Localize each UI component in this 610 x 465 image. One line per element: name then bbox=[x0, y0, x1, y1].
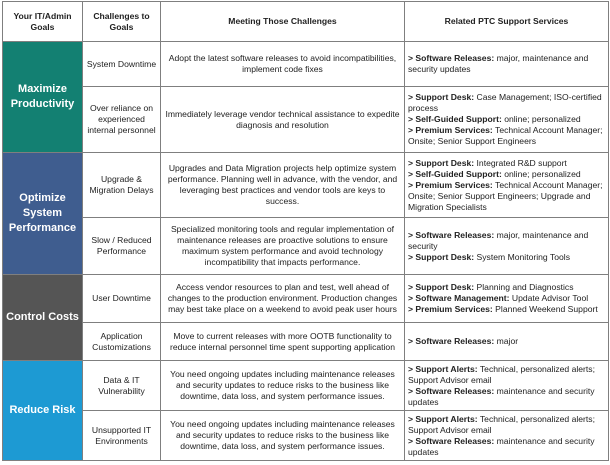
service-name: > Software Releases: bbox=[408, 229, 495, 240]
service-text: online; personalized bbox=[501, 114, 581, 124]
service-name: > Premium Services: bbox=[408, 179, 493, 190]
service-line bbox=[408, 336, 605, 347]
meeting-cell: You need ongoing updates including maintenance releases and security updates to reduce risks to the business like downtime, data loss, and system performance issues. bbox=[161, 361, 405, 411]
table-row bbox=[3, 153, 609, 218]
services-cell bbox=[405, 87, 609, 153]
service-text: online; personalized bbox=[501, 168, 581, 179]
header-goals: Your IT/Admin Goals bbox=[3, 2, 83, 42]
service-text: maintenance and security updates bbox=[408, 385, 595, 407]
service-name: > Software Releases: bbox=[408, 53, 495, 63]
challenge-cell: Data & IT Vulnerability bbox=[83, 361, 161, 411]
meeting-cell: Adopt the latest software releases to avoid incompatibilities, implement code fixes bbox=[161, 42, 405, 87]
service-text: Integrated R&D support bbox=[474, 157, 567, 168]
service-name: > Self-Guided Support: bbox=[408, 114, 502, 124]
table-row bbox=[3, 411, 609, 461]
meeting-cell: Access vendor resources to plan and test, well ahead of changes to the production environment. Production changes may best take place on a weekend to avoid peak user hours bbox=[161, 275, 405, 323]
service-text: major, maintenance and security bbox=[408, 229, 589, 251]
service-line bbox=[408, 158, 605, 169]
service-name: > Software Releases: bbox=[408, 435, 495, 446]
service-line bbox=[408, 180, 605, 213]
service-name: > Premium Services: bbox=[408, 125, 493, 135]
service-name: > Software Management: bbox=[408, 293, 510, 303]
meeting-cell: You need ongoing updates including maintenance releases and security updates to reduce risks to the business like downtime, data loss, and system performance issues. bbox=[161, 411, 405, 461]
challenge-cell: Unsupported IT Environments bbox=[83, 411, 161, 461]
header-row bbox=[3, 2, 609, 42]
service-line bbox=[408, 114, 605, 125]
meeting-cell: Specialized monitoring tools and regular implementation of maintenance releases are proactive solutions to ensure maximum system performance and avoid technology incompatibility that impacts performance. bbox=[161, 218, 405, 275]
service-line bbox=[408, 304, 605, 315]
table-row bbox=[3, 218, 609, 275]
service-name: > Support Alerts: bbox=[408, 413, 478, 424]
service-line bbox=[408, 125, 605, 147]
header-services: Related PTC Support Services bbox=[405, 2, 609, 42]
support-services-table bbox=[2, 1, 609, 461]
service-text: Planning and Diagnostics bbox=[474, 282, 574, 292]
challenge-cell: Over reliance on experienced internal personnel bbox=[83, 87, 161, 153]
service-name: > Support Desk: bbox=[408, 157, 475, 168]
service-line bbox=[408, 364, 605, 386]
service-name: > Support Desk: bbox=[408, 251, 475, 262]
service-name: > Premium Services: bbox=[408, 304, 493, 314]
table-row bbox=[3, 323, 609, 361]
services-cell bbox=[405, 42, 609, 87]
challenge-cell: Application Customizations bbox=[83, 323, 161, 361]
services-cell bbox=[405, 153, 609, 218]
meeting-cell: Immediately leverage vendor technical assistance to expedite diagnosis and resolution bbox=[161, 87, 405, 153]
service-text: Technical, personalized alerts; Support Advisor email bbox=[408, 413, 595, 435]
services-cell bbox=[405, 218, 609, 275]
service-name: > Support Alerts: bbox=[408, 363, 478, 374]
meeting-cell: Move to current releases with more OOTB functionality to reduce internal personnel time spent supporting application bbox=[161, 323, 405, 361]
goal-reduce-risk: Reduce Risk bbox=[3, 361, 83, 461]
service-line bbox=[408, 436, 605, 458]
table-row bbox=[3, 275, 609, 323]
service-line bbox=[408, 53, 605, 75]
service-text: System Monitoring Tools bbox=[474, 251, 570, 262]
header-meeting: Meeting Those Challenges bbox=[161, 2, 405, 42]
service-line bbox=[408, 282, 605, 293]
table-row bbox=[3, 42, 609, 87]
challenge-cell: Slow / Reduced Performance bbox=[83, 218, 161, 275]
service-text: Technical Account Manager; Onsite; Senior Support Engineers bbox=[408, 125, 603, 146]
service-text: Planned Weekend Support bbox=[492, 304, 598, 314]
header-challenges: Challenges to Goals bbox=[83, 2, 161, 42]
service-line bbox=[408, 252, 605, 263]
table-row bbox=[3, 87, 609, 153]
service-name: > Self-Guided Support: bbox=[408, 168, 502, 179]
service-text: Case Management; ISO-certified process bbox=[408, 92, 602, 113]
services-cell bbox=[405, 361, 609, 411]
services-cell bbox=[405, 323, 609, 361]
services-cell bbox=[405, 411, 609, 461]
service-text: Technical Account Manager; Onsite; Senior Support Engineers; Upgrade and Migration Specialists bbox=[408, 179, 603, 212]
challenge-cell: System Downtime bbox=[83, 42, 161, 87]
service-line bbox=[408, 386, 605, 408]
challenge-cell: User Downtime bbox=[83, 275, 161, 323]
meeting-cell: Upgrades and Data Migration projects help optimize system performance. Planning well in advance, with the vendor, and leveraging best practices and vendor tools are keys to success. bbox=[161, 153, 405, 218]
service-name: > Software Releases: bbox=[408, 385, 495, 396]
service-line bbox=[408, 414, 605, 436]
challenge-cell: Upgrade & Migration Delays bbox=[83, 153, 161, 218]
goal-maximize-productivity: Maximize Productivity bbox=[3, 42, 83, 153]
service-line bbox=[408, 230, 605, 252]
service-line bbox=[408, 293, 605, 304]
service-text: major, maintenance and security updates bbox=[408, 53, 589, 74]
goal-optimize-system-performance: Optimize System Performance bbox=[3, 153, 83, 275]
service-name: > Software Releases: bbox=[408, 336, 495, 346]
service-text: Update Advisor Tool bbox=[509, 293, 589, 303]
service-name: > Support Desk: bbox=[408, 92, 475, 102]
service-text: major bbox=[494, 336, 519, 346]
service-name: > Support Desk: bbox=[408, 282, 475, 292]
services-cell bbox=[405, 275, 609, 323]
service-text: maintenance and security updates bbox=[408, 435, 595, 457]
table-row bbox=[3, 361, 609, 411]
service-line bbox=[408, 169, 605, 180]
goal-control-costs: Control Costs bbox=[3, 275, 83, 361]
service-text: Technical, personalized alerts; Support Advisor email bbox=[408, 363, 595, 385]
service-line bbox=[408, 92, 605, 114]
